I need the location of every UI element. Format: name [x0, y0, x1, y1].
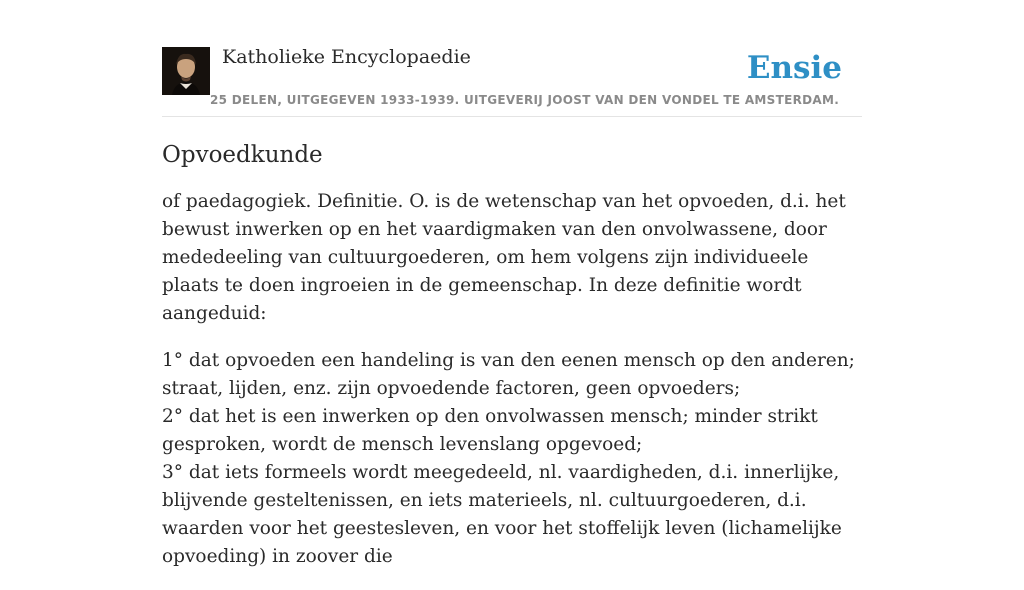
article-intro: of paedagogiek. Definitie. O. is de wetenschap van het opvoeden, d.i. het bewust inwerken op en het vaardigmaken van den onvolwassene, door mededeeling van cultuurgoederen, om hem volgens zijn individueele plaats te doen ingroeien in de gemeenschap. In deze definitie wordt aangeduid:	[162, 191, 846, 324]
article-point: 1° dat opvoeden een handeling is van den eenen mensch op den anderen; straat, lijden, enz. zijn opvoedende factoren, geen opvoeders;	[162, 350, 855, 399]
article-points	[162, 347, 862, 571]
brand-logo[interactable]: Ensie	[746, 50, 842, 86]
article-point: 3° dat iets formeels wordt meegedeeld, nl. vaardigheden, d.i. innerlijke, blijvende gesteltenissen, en iets materieels, nl. cultuurgoederen, d.i. waarden voor het geestesleven, en voor het stoffelijk leven (lichamelijke opvoeding) in zoover die	[162, 462, 842, 567]
article	[162, 138, 862, 590]
author-portrait-icon	[162, 47, 210, 95]
source-title[interactable]: Katholieke Encyclopaedie	[222, 46, 471, 68]
article-point: 2° dat het is een inwerken op den onvolwassen mensch; minder strikt gesproken, wordt de mensch levenslang opgevoed;	[162, 406, 818, 455]
source-subtitle: 25 DELEN, UITGEGEVEN 1933-1939. UITGEVERIJ JOOST VAN DEN VONDEL TE AMSTERDAM.	[210, 93, 840, 107]
avatar[interactable]	[162, 47, 210, 95]
source-header	[162, 46, 862, 117]
article-title: Opvoedkunde	[162, 142, 323, 168]
